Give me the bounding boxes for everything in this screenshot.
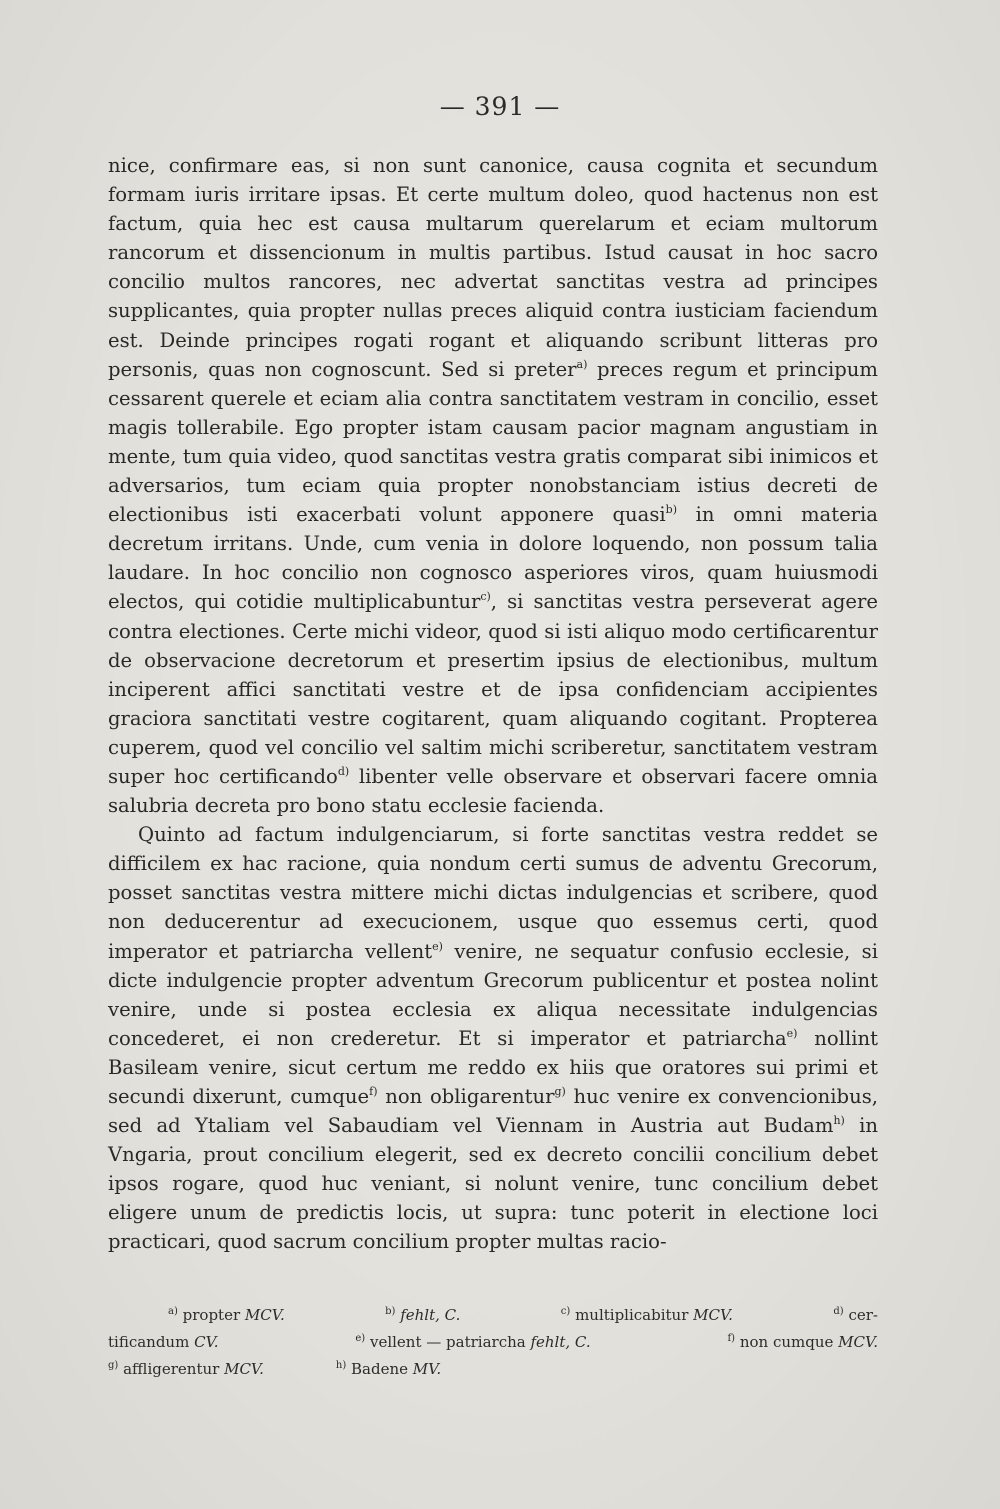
- text-run: preces regum et principum cessarent querele et eciam alia contra sanctitatem vestram in concilio, esset magis tollerabile. Ego propter istam causam pacior magnam angustiam in mente, tum quia video, quod sanctitas vestra gratis comparat sibi inimicos et adversarios, tum eciam quia propter nonobstanciam istius decreti de electionibus isti exacerbati volunt apponere quasi: [108, 357, 878, 527]
- footnote-marker: d): [337, 764, 350, 778]
- footnote-item: [108, 1356, 264, 1383]
- footnote-text: tificandum: [108, 1333, 195, 1351]
- text-run: nollint Basileam venire, sicut certum me reddo ex hiis que oratores sui primi et secundi dixerunt, cumque: [108, 1026, 878, 1108]
- footnote-marker: e): [432, 939, 443, 953]
- footnote-item: [561, 1302, 733, 1329]
- footnotes: [108, 1302, 878, 1383]
- footnote-mark: g): [108, 1360, 119, 1371]
- footnote-source: MCV.: [244, 1306, 285, 1324]
- footnote-mark: c): [560, 1306, 571, 1317]
- footnote-mark: d): [833, 1306, 844, 1317]
- paragraph-1: [108, 151, 878, 820]
- footnote-marker: e): [786, 1026, 798, 1040]
- footnote-mark: b): [385, 1306, 396, 1317]
- footnote-item: [108, 1329, 219, 1356]
- footnote-marker: h): [833, 1114, 845, 1128]
- footnote-marker: f): [369, 1085, 378, 1098]
- footnote-source: CV.: [194, 1333, 219, 1351]
- footnote-source: fehlt, C.: [530, 1333, 591, 1351]
- footnote-text: propter: [177, 1306, 245, 1324]
- footnote-text: cer-: [843, 1306, 878, 1324]
- footnote-text: multiplicabitur: [570, 1306, 694, 1324]
- body-text: [108, 151, 878, 1257]
- footnote-mark: f): [727, 1333, 736, 1344]
- footnote-source: MCV.: [693, 1306, 733, 1324]
- footnote-mark: h): [335, 1360, 347, 1371]
- footnote-source: MCV.: [838, 1333, 878, 1351]
- text-run: venire, ne sequatur confusio ecclesie, si dicte indulgencie propter adventum Grecorum publicentur et postea nolint venire, unde si postea ecclesia ex aliqua necessitate indulgencias concederet, ei non crederetur. Et si imperator et patriarcha: [108, 939, 878, 1050]
- footnote-text: Badene: [346, 1360, 413, 1378]
- footnote-marker: a): [576, 357, 588, 371]
- footnote-marker: b): [665, 503, 678, 517]
- paragraph-2: [108, 820, 878, 1256]
- text-run: in omni materia decretum irritans. Unde, cum venia in dolore loquendo, non possum talia laudare. In hoc concilio non cognosco asperiores viros, quam huiusmodi electos, qui cotidie multiplicabuntur: [108, 503, 878, 614]
- footnote-line-3: [108, 1356, 878, 1383]
- footnote-item: [385, 1302, 460, 1329]
- footnote-line-2: [108, 1329, 878, 1356]
- text-run: Quinto ad factum indulgenciarum, si forte sanctitas vestra reddet se difficilem ex hac racione, quia nondum certi sumus de adventu Grecorum, posset sanctitas vestra mittere michi dictas indulgencias et scribere, quod non deducerentur ad execucionem, usque quo essemus certi, quod imperator et patriarcha vellent: [108, 823, 878, 963]
- footnote-source: fehlt, C.: [400, 1306, 461, 1324]
- footnote-text: vellent — patriarcha: [365, 1333, 531, 1351]
- text-run: non obligarentur: [377, 1085, 555, 1108]
- text-run: libenter velle observare et observari facere omnia salubria decreta pro bono statu ecclesie facienda.: [108, 764, 878, 818]
- footnote-item: [336, 1356, 441, 1383]
- page-number: — 391 —: [439, 92, 561, 121]
- text-run: huc venire ex convencionibus, sed ad Ytaliam vel Sabaudiam vel Viennam in Austria aut Budam: [108, 1085, 878, 1138]
- footnote-text: affligerentur: [118, 1360, 225, 1378]
- footnote-item: [168, 1302, 285, 1329]
- text-run: , si sanctitas vestra perseverat agere contra electiones. Certe michi videor, quod si isti aliquo modo certificarentur de observacione decretorum et presertim ipsius de electionibus, multum inciperent affici sanctitati vestre et de ipsa confidenciam accipientes graciora sanctitati vestre cogitarent, quam aliquando cogitant. Propterea cuperem, quod vel concilio vel saltim michi scriberetur, sanctitatem vestram super hoc certificando: [108, 590, 878, 788]
- footnote-source: MV.: [412, 1360, 442, 1378]
- footnote-marker: c): [480, 590, 491, 604]
- footnote-source: MCV.: [224, 1360, 264, 1378]
- footnote-text: non cumque: [735, 1333, 839, 1351]
- footnote-item: [833, 1302, 878, 1329]
- footnote-item: [727, 1329, 878, 1356]
- footnote-mark: a): [168, 1306, 178, 1317]
- footnote-mark: e): [355, 1333, 366, 1344]
- footnote-item: [355, 1329, 590, 1356]
- footnote-marker: g): [554, 1085, 566, 1098]
- text-run: nice, confirmare eas, si non sunt canonice, causa cognita et secundum formam iuris irritare ipsas. Et certe multum doleo, quod hactenus non est factum, quia hec est causa multarum querelarum et eciam multorum rancorum et dissencionum in multis partibus. Istud causat in hoc sacro concilio multos rancores, nec advertat sanctitas vestra ad principes supplicantes, quia propter nullas preces aliquid contra iusticiam faciendum est. Deinde principes rogati rogant et aliquando scribunt litteras pro personis, quas non cognoscunt. Sed si preter: [108, 154, 878, 381]
- text-run: in Vngaria, prout concilium elegerit, sed ex decreto concilii concilium debet ipsos rogare, quod huc veniant, si nolunt venire, tunc concilium debet eligere unum de predictis locis, ut supra: tunc poterit in electione loci practicari, quod sacrum concilium propter multas racio-: [108, 1114, 878, 1254]
- footnote-line-1: [108, 1302, 878, 1329]
